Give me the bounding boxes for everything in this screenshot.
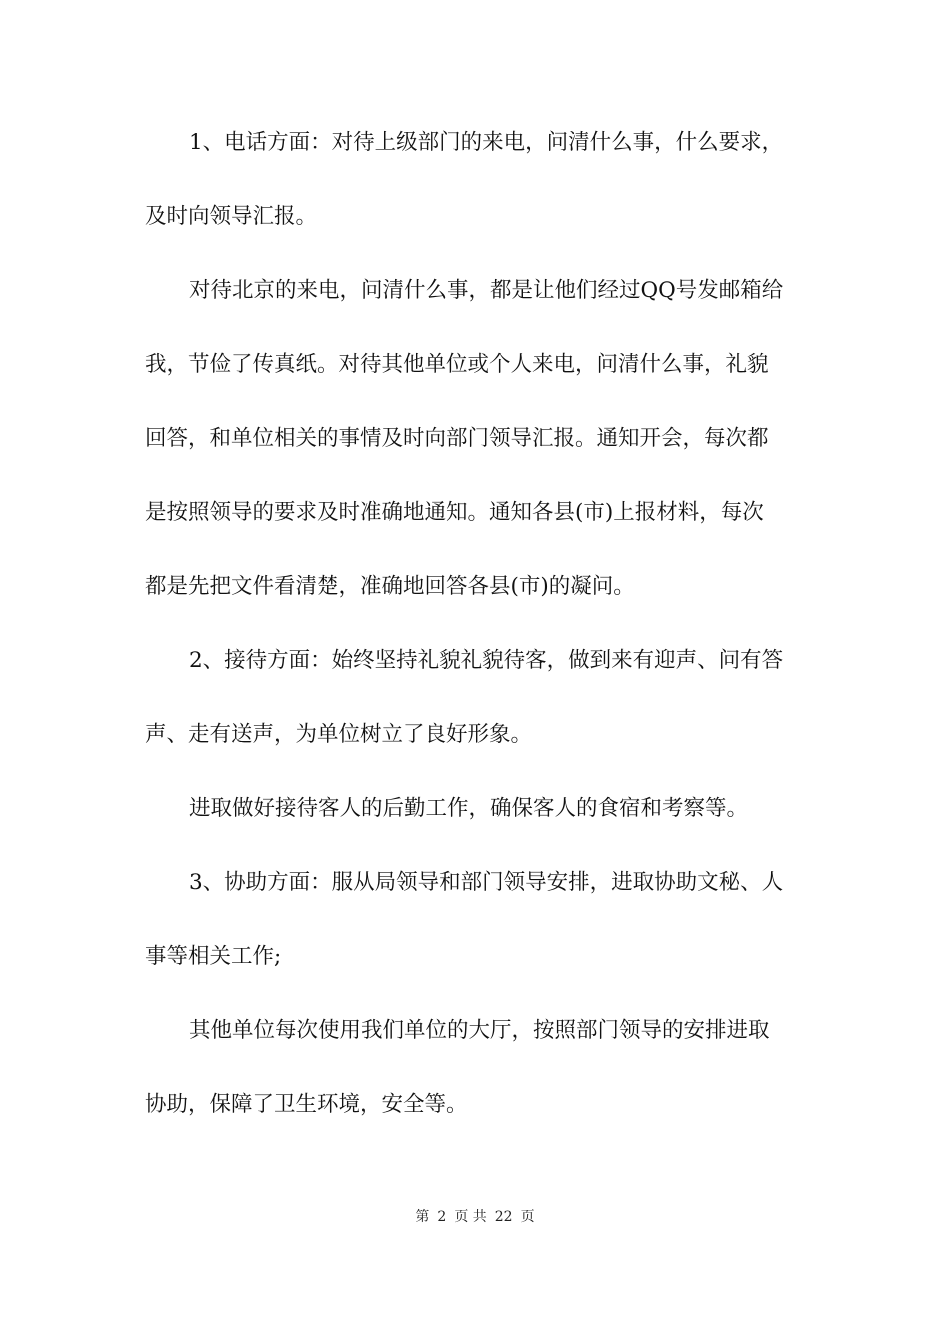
paragraph-line: 对待北京的来电，问清什么事，都是让他们经过QQ号发邮箱给 bbox=[189, 278, 784, 303]
paragraph-line: 我，节俭了传真纸。对待其他单位或个人来电，问清什么事，礼貌 bbox=[145, 352, 769, 377]
page-label-suffix: 页 bbox=[520, 1209, 535, 1225]
paragraph-line: 协助，保障了卫生环境，安全等。 bbox=[145, 1092, 468, 1117]
current-page-number: 2 bbox=[437, 1209, 447, 1225]
document-body bbox=[145, 128, 807, 1164]
page-label-prefix: 第 bbox=[415, 1209, 430, 1225]
paragraph-line: 回答，和单位相关的事情及时向部门领导汇报。通知开会，每次都 bbox=[145, 426, 769, 451]
paragraph-line: 3、协助方面：服从局领导和部门领导安排，进取协助文秘、人 bbox=[189, 870, 784, 895]
total-pages-number: 22 bbox=[494, 1209, 513, 1225]
paragraph-line: 其他单位每次使用我们单位的大厅，按照部门领导的安排进取 bbox=[189, 1018, 770, 1043]
page-number-footer bbox=[0, 1208, 950, 1226]
paragraph-line: 都是先把文件看清楚，准确地回答各县(市)的凝问。 bbox=[145, 574, 635, 599]
paragraph-line: 1、电话方面：对待上级部门的来电，问清什么事，什么要求， bbox=[189, 130, 784, 155]
paragraph-line: 是按照领导的要求及时准确地通知。通知各县(市)上报材料，每次 bbox=[145, 500, 764, 525]
paragraph-line: 及时向领导汇报。 bbox=[145, 204, 318, 229]
paragraph-line: 进取做好接待客人的后勤工作，确保客人的食宿和考察等。 bbox=[189, 796, 749, 821]
paragraph-line: 声、走有送声，为单位树立了良好形象。 bbox=[145, 722, 533, 747]
paragraph-line: 2、接待方面：始终坚持礼貌礼貌待客，做到来有迎声、问有答 bbox=[189, 648, 784, 673]
page-label-mid: 页 共 bbox=[454, 1209, 487, 1225]
paragraph-line: 事等相关工作; bbox=[145, 944, 282, 969]
